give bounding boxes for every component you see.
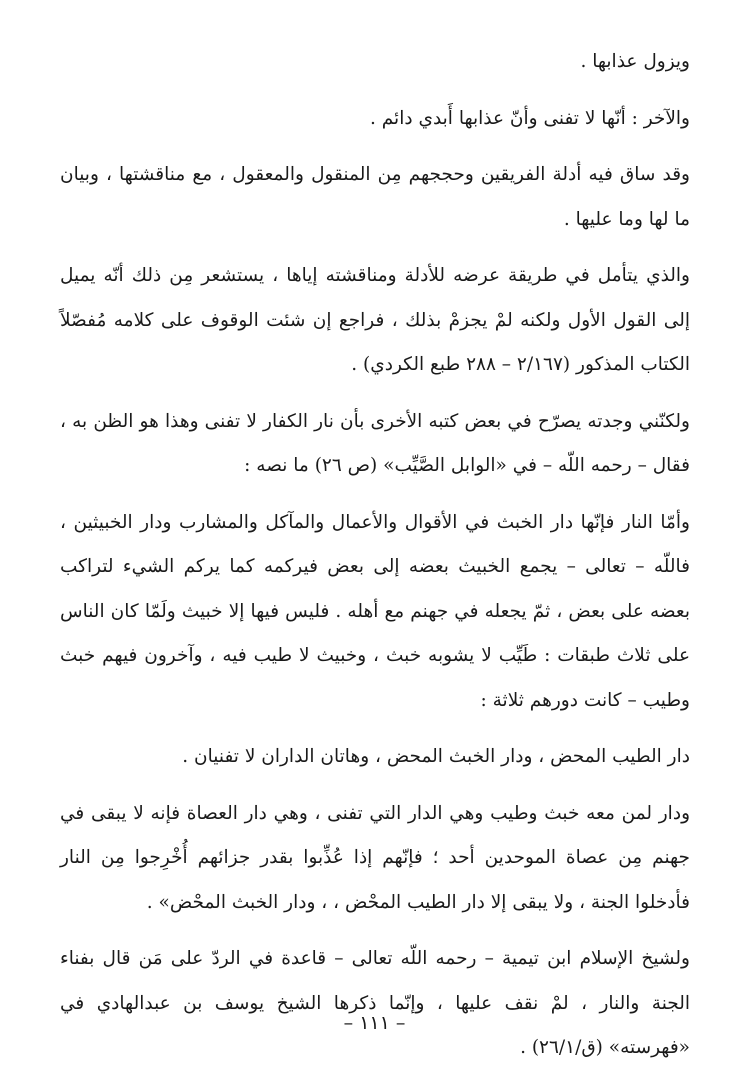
paragraph-3: وقد ساق فيه أدلة الفريقين وحججهم مِن المنقول والمعقول ، مع مناقشتها ، وبيان ما لها وما عليها . (60, 164, 690, 230)
paragraph-1: ويزول عذابها . (580, 51, 690, 72)
page-body (60, 40, 690, 1071)
paragraph-4: والذي يتأمل في طريقة عرضه للأدلة ومناقشته إياها ، يستشعر مِن ذلك أنّه يميل إلى القول الأول ولكنه لمْ يجزمْ بذلك ، فراجع إن شئت الوقوف على كلامه مُفصّلاً الكتاب المذكور (٢/١٦٧ – ٢٨٨ طبع الكردي) . (60, 265, 690, 375)
page-number: – ١١١ – (343, 1012, 406, 1034)
paragraph-5: ولكنّني وجدته يصرّح في بعض كتبه الأخرى بأن نار الكفار لا تفنى وهذا هو الظن به ، فقال – رحمه اللّه – في «الوابل الصَّيِّب» (ص ٢٦) ما نصه : (60, 410, 690, 476)
paragraph-9: ولشيخ الإسلام ابن تيمية – رحمه اللّه تعالى – قاعدة في الردّ على مَن قال بفناء الجنة والنار ، لمْ نقف عليها ، وإنّما ذكرها الشيخ يوسف بن عبدالهادي في «فهرسته» (ق/٢٦/١) . (60, 948, 690, 1058)
paragraph-8-quote: ودار لمن معه خبث وطيب وهي الدار التي تفنى ، وهي دار العصاة فإنه لا يبقى في جهنم مِن عصاة الموحدين أحد ؛ فإنّهم إذا عُذِّبوا بقدر جزائهم أُخْرِجوا مِن النار فأدخلوا الجنة ، ولا يبقى إلا دار الطيب المحْض ، ، ودار الخبث المحْض» . (60, 802, 690, 913)
paragraph-6-quote: وأمّا النار فإنّها دار الخبث في الأقوال والأعمال والمآكل والمشارب ودار الخبيثين ، فاللّه – تعالى – يجمع الخبيث بعضه إلى بعض فيركمه كما يركم الشيء لتراكب بعضه على بعض ، ثمّ يجعله في جهنم مع أهله . فليس فيها إلا خبيث ولَمّا كان الناس على ثلاث طبقات : طَيِّب لا يشوبه خبث ، وخبيث لا طيب فيه ، وآخرون فيهم خبث وطيب – كانت دورهم ثلاثة : (60, 511, 690, 711)
paragraph-7-quote: دار الطيب المحض ، ودار الخبث المحض ، وهاتان الداران لا تفنيان . (182, 746, 690, 767)
paragraph-2: والآخر : أنّها لا تفنى وأنّ عذابها أَبدي دائم . (369, 107, 690, 129)
